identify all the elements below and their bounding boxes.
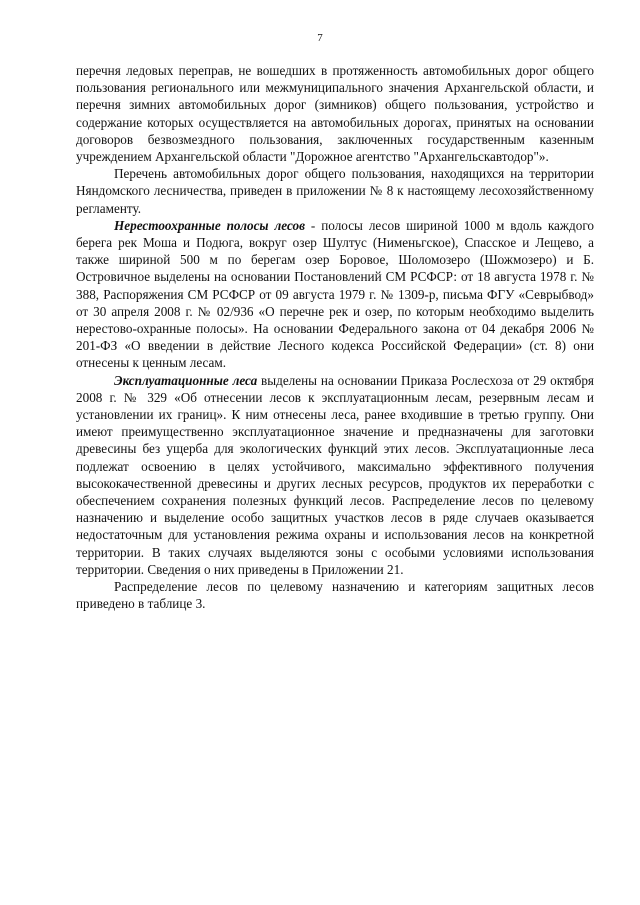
paragraph-table-reference	[76, 578, 594, 612]
paragraph-roads-list-continuation	[76, 62, 594, 165]
paragraph-exploitation-forests	[76, 372, 594, 578]
body-text	[76, 62, 594, 613]
paragraph-text: перечня ледовых переправ, не вошедших в протяженность автомобильных дорог общего пользования регионального или межмуниципального значения Архангельской области, и перечня зимних автомобильных дорог (зимников) общего пользования, устройство и содержание которых осуществляется на автомобильных дорогах, принятых на основании договоров безвозмездного пользования, заключенных государственным казенным учреждением Архангельской области "Дорожное агентство "Архангельскавтодор"».	[76, 63, 594, 165]
paragraph-roads-list-reference	[76, 165, 594, 217]
term-exploitation-forests: Эксплуатационные леса	[114, 372, 258, 388]
page-number: 7	[317, 32, 323, 44]
paragraph-spawning-protection-strips	[76, 217, 594, 372]
term-spawning-protection-strips: Нерестоохранные полосы лесов	[114, 217, 305, 233]
paragraph-text: выделены на основании Приказа Рослесхоза от 29 октября 2008 г. № 329 «Об отнесении лесов к эксплуатационным лесам, резервным лесам и установлении их границ». К ним отнесены леса, ранее входившие в третью группу. Они имеют преимущественно эксплуатационное значение и предназначены для заготовки древесины без ущерба для экологических функций этих лесов. Эксплуатационные леса подлежат освоению в целях устойчивого, максимально эффективного получения высококачественной древесины и других лесных ресурсов, продуктов их переработки с обеспечением сохранения полезных функций лесов. Распределение лесов по целевому назначению и выделение особо защитных участков лесов в ряде случаев оказывается недостаточным для установления режима охраны и использования лесов на конкретной территории. В таких случаях выделяются зоны с особыми условиями использования территории. Сведения о них приведены в Приложении 21.	[76, 372, 594, 577]
paragraph-text: - полосы лесов шириной 1000 м вдоль каждого берега рек Моша и Подюга, вокруг озер Шултус (Нименьгское), Спасское и Лещево, а также шириной 500 м по берегам озер Боровое, Шоломозеро (Шожмозеро) и Б. Островичное выделены на основании Постановлений СМ РСФСР: от 18 августа 1978 г. № 388, Распоряжения СМ РСФСР от 09 августа 1979 г. № 1309-р, письма ФГУ «Севрыбвод» от 30 апреля 2008 г. № 02/936 «О перечне рек и озер, по которым необходимо выделить нерестово-охранные полосы». На основании Федерального закона от 04 декабря 2006 № 201-ФЗ «О введении в действие Лесного кодекса Российской Федерации» (ст. 8) они отнесены к ценным лесам.	[76, 217, 595, 371]
paragraph-text: Перечень автомобильных дорог общего пользования, находящихся на территории Няндомского лесничества, приведен в приложении № 8 к настоящему лесохозяйственному регламенту.	[76, 166, 594, 216]
paragraph-text: Распределение лесов по целевому назначению и категориям защитных лесов приведено в таблице 3.	[76, 579, 594, 612]
